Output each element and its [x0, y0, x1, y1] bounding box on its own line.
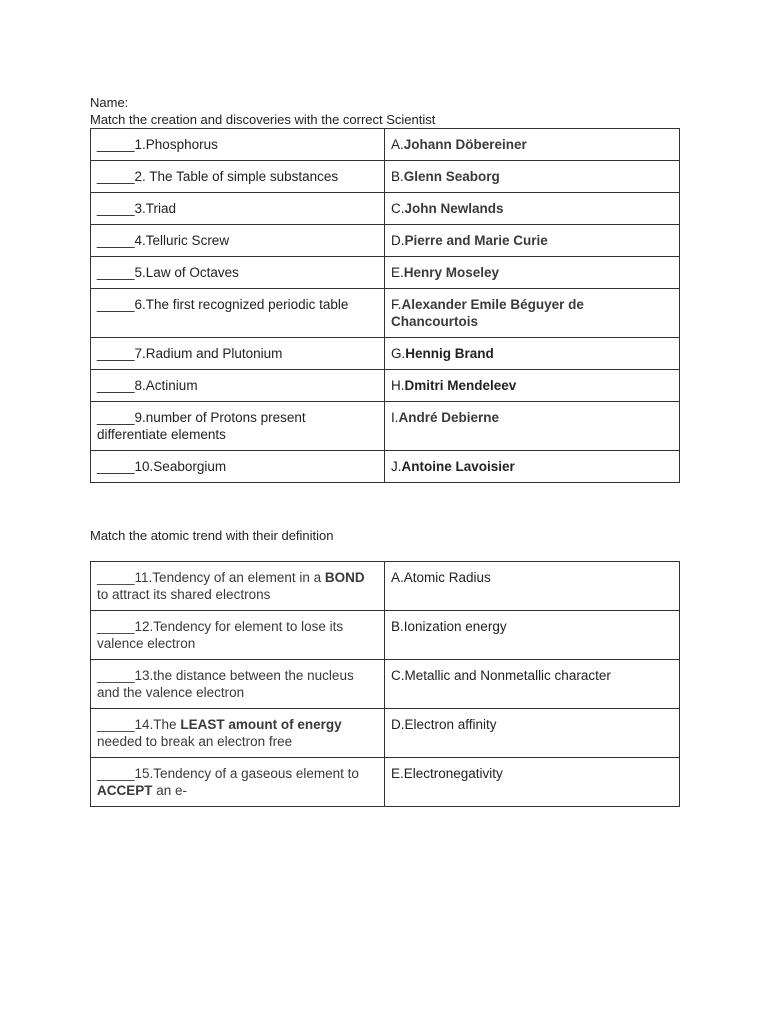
answer-cell	[385, 402, 680, 451]
definition-text-end: to attract its shared electrons	[97, 587, 271, 602]
question-cell: _____2. The Table of simple substances	[91, 161, 385, 193]
table-row	[91, 660, 680, 709]
trend-cell: E.Electronegativity	[385, 758, 680, 807]
atomic-trend-matching-table	[90, 561, 680, 807]
table-row	[91, 193, 680, 225]
answer-letter: D.	[391, 233, 405, 248]
scientist-name: Hennig Brand	[405, 346, 494, 361]
definition-text: _____11.Tendency of an element in a	[97, 570, 325, 585]
table-row	[91, 257, 680, 289]
table-row	[91, 129, 680, 161]
definition-emphasis: BOND	[324, 570, 365, 585]
trend-cell: D.Electron affinity	[385, 709, 680, 758]
question-cell: _____4.Telluric Screw	[91, 225, 385, 257]
name-label: Name:	[90, 95, 129, 110]
answer-cell	[385, 129, 680, 161]
answer-letter: E.	[391, 265, 404, 280]
table-row	[91, 758, 680, 807]
scientist-name: Johann Döbereiner	[403, 137, 527, 152]
question-cell: _____10.Seaborgium	[91, 451, 385, 483]
definition-text-end: an e-	[152, 783, 188, 798]
scientist-name: Henry Moseley	[403, 265, 500, 280]
instruction-atomic-trends: Match the atomic trend with their definition	[90, 528, 334, 543]
answer-cell	[385, 161, 680, 193]
question-cell: _____9.number of Protons present differentiate elements	[91, 402, 385, 451]
question-cell: _____7.Radium and Plutonium	[91, 338, 385, 370]
scientist-name: Antoine Lavoisier	[401, 459, 515, 474]
definition-cell	[91, 562, 385, 611]
table-row	[91, 562, 680, 611]
definition-text: _____12.Tendency for element to lose its valence electron	[97, 619, 344, 651]
table-row	[91, 289, 680, 338]
answer-cell	[385, 193, 680, 225]
answer-cell	[385, 338, 680, 370]
definition-emphasis: LEAST amount of energy	[180, 717, 342, 732]
definition-cell	[91, 709, 385, 758]
question-cell: _____5.Law of Octaves	[91, 257, 385, 289]
definition-text-end: needed to break an electron free	[97, 734, 293, 749]
answer-cell	[385, 289, 680, 338]
definition-cell	[91, 660, 385, 709]
worksheet	[90, 94, 680, 807]
answer-letter: I.	[391, 410, 399, 425]
answer-letter: B.	[391, 169, 404, 184]
table-row	[91, 338, 680, 370]
definition-cell	[91, 611, 385, 660]
table-row	[91, 611, 680, 660]
definition-emphasis: ACCEPT	[97, 783, 153, 798]
question-cell: _____6.The first recognized periodic table	[91, 289, 385, 338]
trend-cell: C.Metallic and Nonmetallic character	[385, 660, 680, 709]
question-cell: _____1.Phosphorus	[91, 129, 385, 161]
table-row	[91, 451, 680, 483]
scientist-name: Dmitri Mendeleev	[404, 378, 517, 393]
scientist-name: Glenn Seaborg	[403, 169, 500, 184]
answer-letter: H.	[391, 378, 405, 393]
definition-cell	[91, 758, 385, 807]
scientist-name: Alexander Emile Béguyer de Chancourtois	[391, 297, 584, 329]
definition-text: _____13.the distance between the nucleus and the valence electron	[97, 668, 354, 700]
scientist-matching-table	[90, 128, 680, 483]
table-row	[91, 402, 680, 451]
instruction-scientists: Match the creation and discoveries with the correct Scientist	[90, 112, 436, 127]
answer-letter: F.	[391, 297, 402, 312]
scientist-name: Pierre and Marie Curie	[404, 233, 548, 248]
answer-letter: G.	[391, 346, 406, 361]
table-row	[91, 225, 680, 257]
answer-letter: J.	[391, 459, 402, 474]
definition-text: _____15.Tendency of a gaseous element to	[97, 766, 359, 781]
question-cell: _____3.Triad	[91, 193, 385, 225]
answer-cell	[385, 225, 680, 257]
definition-text: _____14.The	[97, 717, 181, 732]
table-row	[91, 161, 680, 193]
answer-letter: C.	[391, 201, 405, 216]
scientist-name: John Newlands	[404, 201, 504, 216]
answer-letter: A.	[391, 137, 404, 152]
answer-cell	[385, 257, 680, 289]
table-row	[91, 709, 680, 758]
table-row	[91, 370, 680, 402]
scientist-name: André Debierne	[398, 410, 500, 425]
answer-cell	[385, 451, 680, 483]
question-cell: _____8.Actinium	[91, 370, 385, 402]
trend-cell: B.Ionization energy	[385, 611, 680, 660]
trend-cell: A.Atomic Radius	[385, 562, 680, 611]
answer-cell	[385, 370, 680, 402]
